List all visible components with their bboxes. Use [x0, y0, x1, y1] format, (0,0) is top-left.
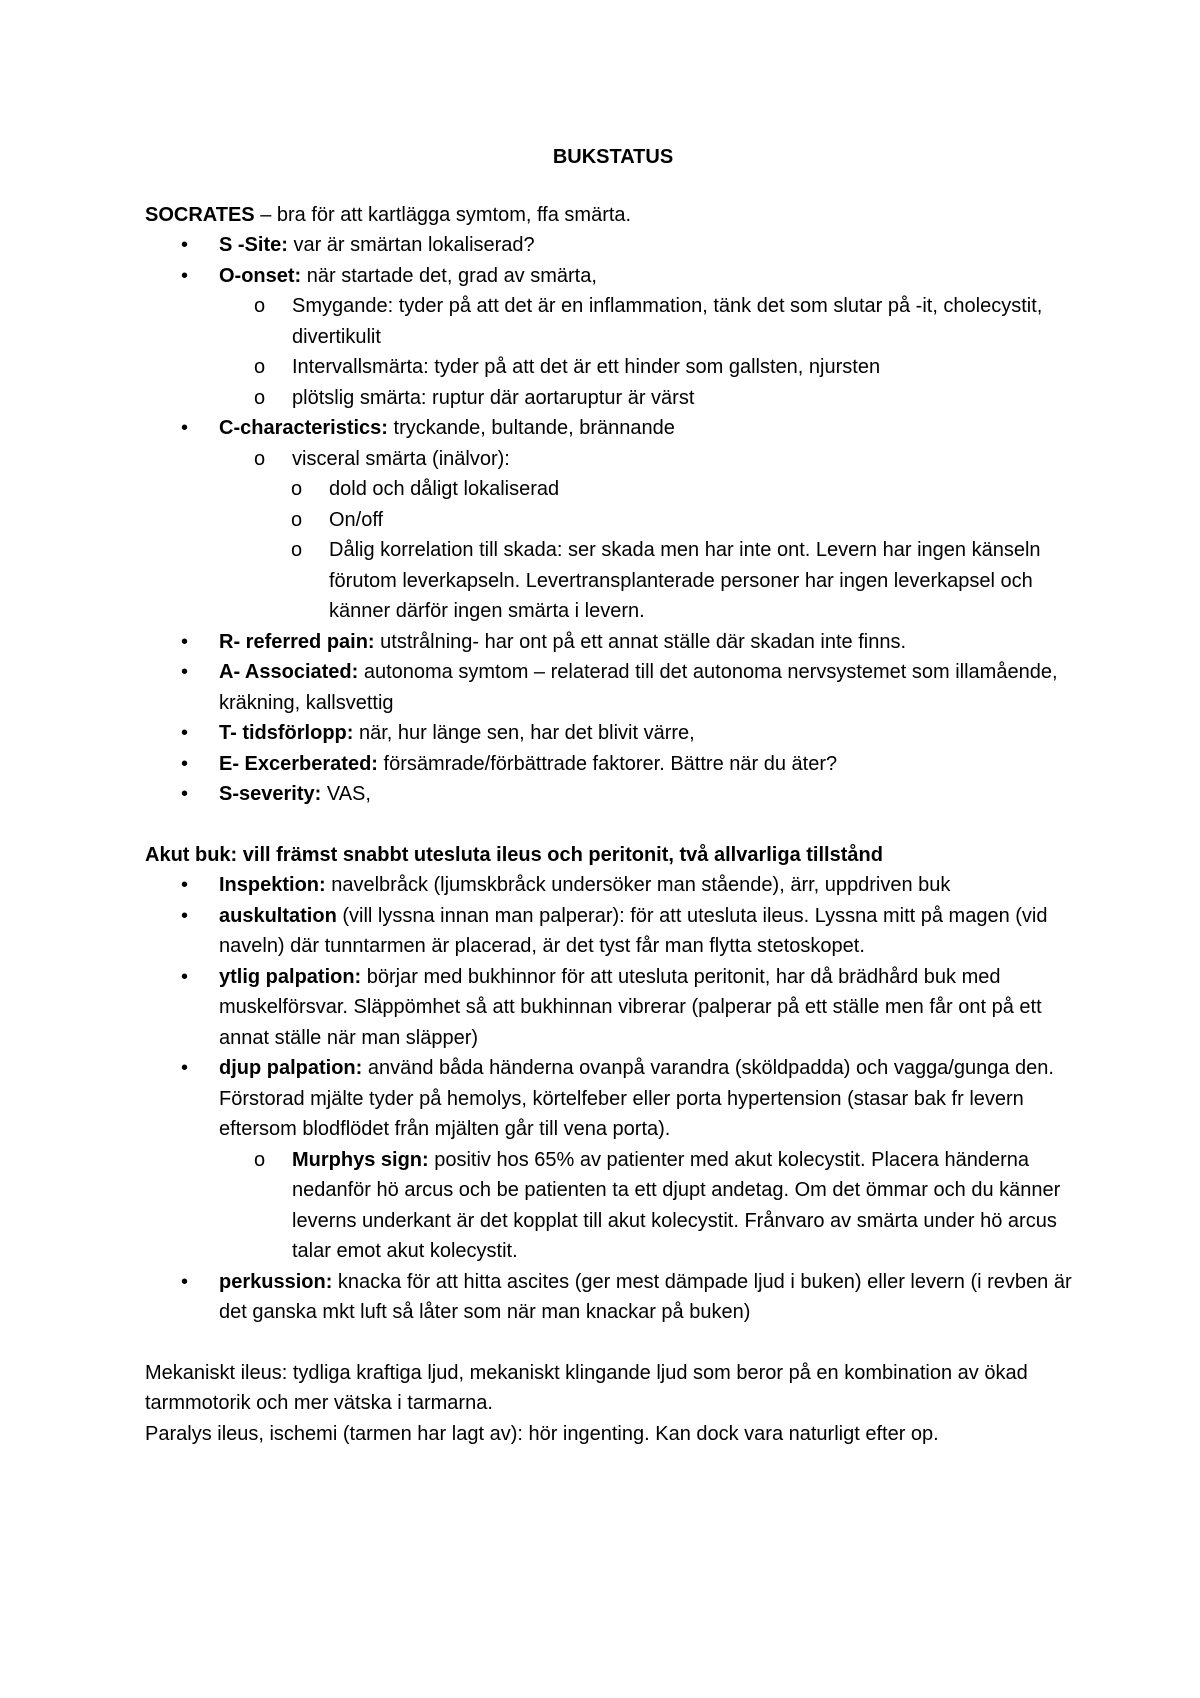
subsub-item-onoff [145, 505, 1075, 536]
item-text: VAS, [321, 783, 371, 805]
socrates-intro-text: – bra för att kartlägga symtom, ffa smärta. [254, 203, 632, 226]
list-item-ytlig-palpation [145, 962, 1075, 1054]
bullet-icon: • [181, 904, 189, 927]
bullet-icon: • [181, 965, 189, 988]
item-term: A- Associated: [219, 661, 359, 683]
bullet-icon: • [181, 874, 189, 896]
bullet-icon: • [181, 661, 189, 683]
subsub-item-dold [145, 474, 1075, 505]
bullet-icon: • [181, 234, 189, 256]
item-text: navelbråck (ljumskbråck undersöker man stående), ärr, uppdriven buk [325, 874, 951, 896]
subsub-item-text: Dålig korrelation till skada: ser skada men har inte ont. Levern har ingen känseln förutom leverkapseln. Levertransplanterade personer har ingen leverkapsel och känner därför ingen smärta i levern. [329, 539, 1041, 622]
sub-item-intervallsmarta [145, 352, 1075, 383]
sub-item-text: visceral smärta (inälvor): [292, 447, 510, 470]
list-item-o-onset [145, 261, 1075, 292]
sub-item-plotslig [145, 383, 1075, 414]
paralys-ileus-paragraph: Paralys ileus, ischemi (tarmen har lagt av): hör ingenting. Kan dock vara naturligt efter op. [145, 1422, 939, 1445]
spacer [145, 810, 1075, 840]
list-item-perkussion [145, 1267, 1075, 1328]
sub-item-text: Smygande: tyder på att det är en inflammation, tänk det som slutar på -it, cholecystit, divertikulit [292, 295, 1043, 348]
item-term: ytlig palpation: [219, 965, 362, 988]
item-text: när startade det, grad av smärta, [301, 264, 597, 287]
item-term: perkussion: [219, 1270, 333, 1293]
sub-item-murphys-sign [145, 1145, 1075, 1267]
akut-buk-list [145, 870, 1075, 1328]
item-text: autonoma symtom – relaterad till det autonoma nervsystemet som illamående, kräkning, kallsvettig [219, 661, 1058, 714]
list-item-r-referred [145, 627, 1075, 658]
list-item-auskultation [145, 901, 1075, 962]
bullet-icon: • [181, 264, 189, 287]
sub-item-smygande [145, 291, 1075, 352]
item-term: T- tidsförlopp: [219, 722, 354, 744]
item-term: C-characteristics: [219, 417, 388, 439]
item-term: O-onset: [219, 264, 302, 287]
item-text: (vill lyssna innan man palperar): för att utesluta ileus. Lyssna mitt på magen (vid naveln) där tunntarmen är placerad, är det tyst får man flytta stetoskopet. [219, 904, 1048, 957]
item-term: R- referred pain: [219, 630, 375, 653]
bullet-icon: • [181, 722, 189, 744]
item-text: utstrålning- har ont på ett annat ställe där skadan inte finns. [374, 630, 907, 653]
bullet-icon: • [181, 417, 189, 439]
subsub-item-dalig-korrelation [145, 535, 1075, 627]
bullet-icon: • [181, 752, 189, 775]
item-text: var är smärtan lokaliserad? [287, 234, 535, 256]
circle-bullet-icon: o [254, 386, 266, 409]
sub-item-text: Intervallsmärta: tyder på att det är ett hinder som gallsten, njursten [292, 356, 881, 378]
list-item-e-excerberated [145, 749, 1075, 780]
socrates-list [145, 230, 1075, 810]
page-title: BUKSTATUS [552, 146, 674, 168]
bullet-icon: • [181, 783, 189, 805]
akut-buk-heading-text: Akut buk: vill främst snabbt utesluta ileus och peritonit, två allvarliga tillstånd [145, 843, 883, 866]
bullet-icon: • [181, 630, 189, 653]
list-item-djup-palpation [145, 1053, 1075, 1145]
item-term: Inspektion: [219, 874, 326, 896]
sub-item-visceral [145, 444, 1075, 475]
item-text: försämrade/förbättrade faktorer. Bättre när du äter? [377, 752, 838, 775]
item-text: börjar med bukhinnor för att utesluta peritonit, har då brädhård buk med muskelförsvar. Släppömhet så att bukhinnan vibrerar (palperar på ett ställe men får ont på ett annat ställe när man släpper) [219, 965, 1042, 1049]
circle-bullet-icon: o [254, 295, 266, 317]
list-item-s-severity [145, 779, 1075, 810]
spacer [145, 1328, 1075, 1358]
list-item-c-characteristics [145, 413, 1075, 444]
sub-item-term: Murphys sign: [292, 1148, 429, 1171]
sub-item-text: plötslig smärta: ruptur där aortaruptur är värst [292, 386, 695, 409]
circle-bullet-icon: o [291, 478, 303, 500]
sub-item-text: positiv hos 65% av patienter med akut kolecystit. Placera händerna nedanför hö arcus och be patienten ta ett djupt andetag. Om det ömmar och du känner leverns underkant är det kopplat till akut kolecystit. Frånvaro av smärta under hö arcus talar emot akut kolecystit. [292, 1148, 1061, 1262]
circle-bullet-icon: o [291, 508, 303, 531]
socrates-lead: SOCRATES [145, 203, 255, 226]
item-term: S -Site: [219, 234, 288, 256]
list-item-a-associated [145, 657, 1075, 718]
bullet-icon: • [181, 1270, 189, 1293]
socrates-intro [145, 200, 1075, 231]
item-term: auskultation [219, 904, 337, 927]
circle-bullet-icon: o [291, 539, 303, 561]
list-item-t-tidsforlopp [145, 718, 1075, 749]
item-term: S-severity: [219, 783, 322, 805]
akut-buk-heading [145, 840, 1075, 871]
list-item-inspektion [145, 870, 1075, 901]
circle-bullet-icon: o [254, 1148, 266, 1171]
subsub-item-text: On/off [329, 508, 384, 531]
circle-bullet-icon: o [254, 447, 266, 470]
item-text: använd båda händerna ovanpå varandra (sköldpadda) och vagga/gunga den. Förstorad mjälte tyder på hemolys, körtelfeber eller porta hypertension (stasar bak fr levern eftersom blodflödet från mjälten går till vena porta). [219, 1057, 1054, 1140]
mekaniskt-ileus-paragraph: Mekaniskt ileus: tydliga kraftiga ljud, mekaniskt klingande ljud som beror på en kombination av ökad tarmmotorik och mer vätska i tarmarna. [145, 1361, 1028, 1414]
item-text: när, hur länge sen, har det blivit värre, [353, 722, 695, 744]
document-body [145, 142, 1075, 1449]
item-term: djup palpation: [219, 1057, 363, 1079]
circle-bullet-icon: o [254, 356, 266, 378]
bullet-icon: • [181, 1057, 189, 1079]
item-text: tryckande, bultande, brännande [387, 417, 675, 439]
subsub-item-text: dold och dåligt lokaliserad [329, 478, 560, 500]
item-term: E- Excerberated: [219, 752, 378, 775]
list-item-s-site [145, 230, 1075, 261]
item-text: knacka för att hitta ascites (ger mest dämpade ljud i buken) eller levern (i revben är det ganska mkt luft så låter som när man knackar på buken) [219, 1270, 1072, 1323]
